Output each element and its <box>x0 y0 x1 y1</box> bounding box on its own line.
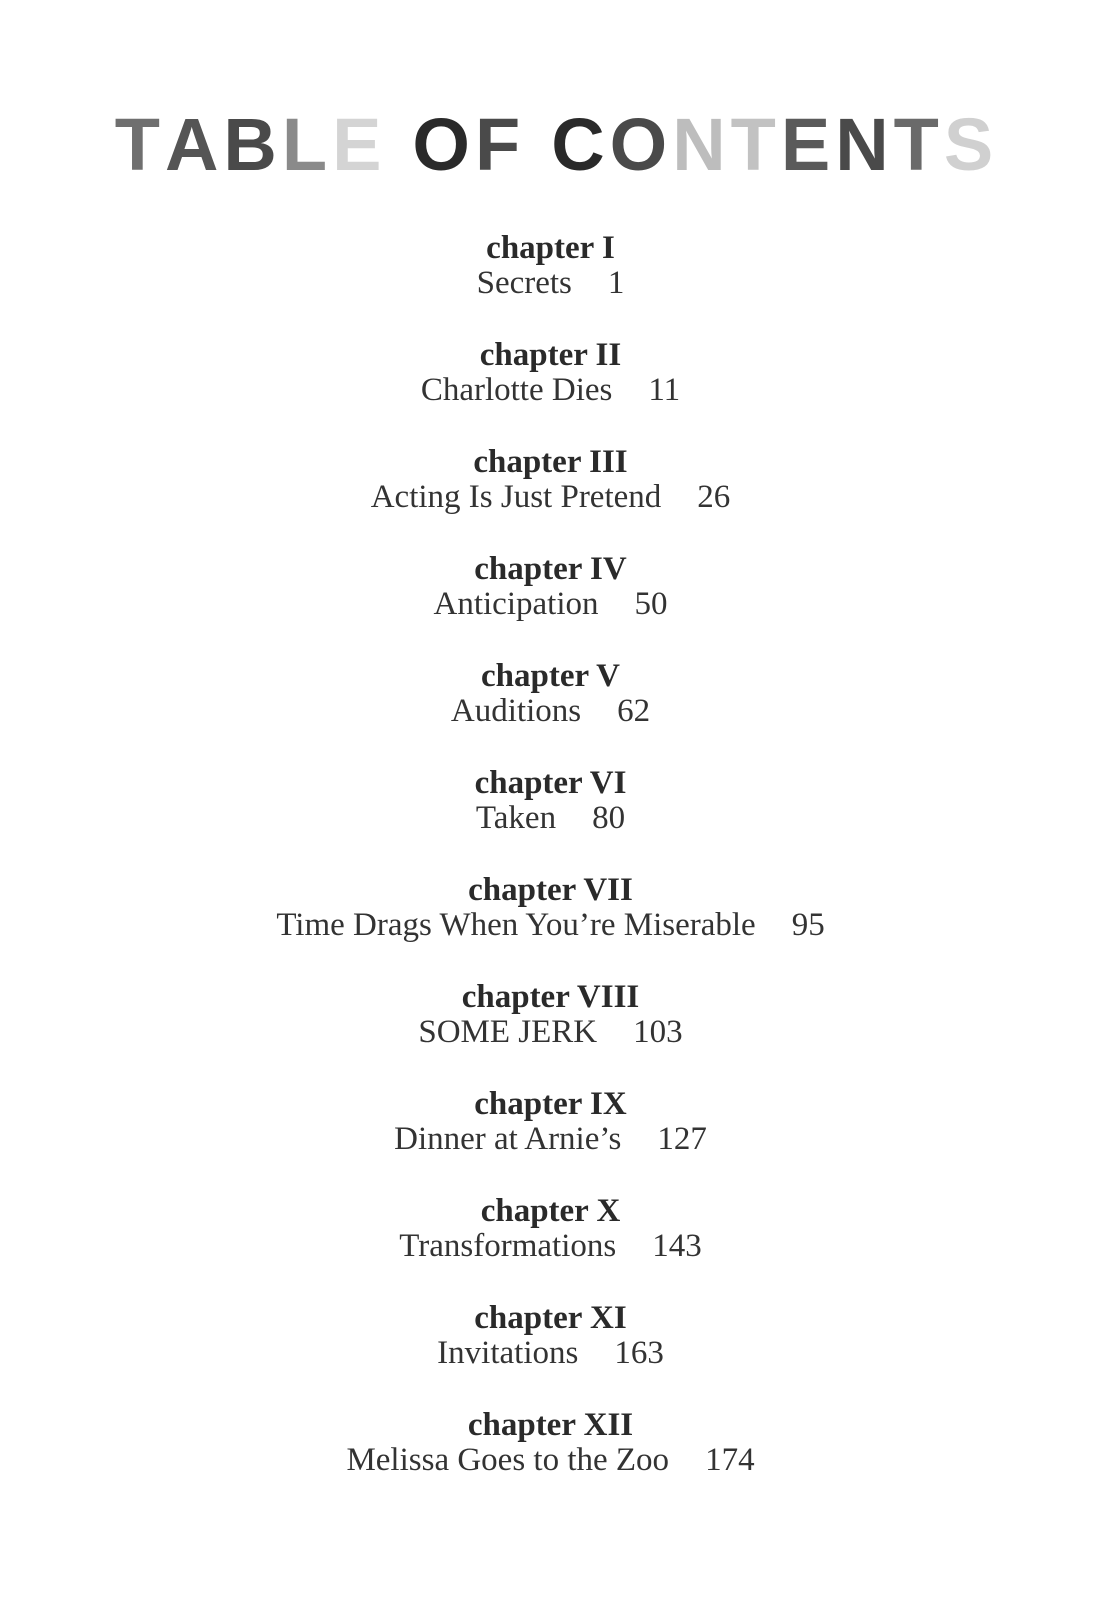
page-title <box>0 103 1101 186</box>
chapter-line <box>0 801 1101 835</box>
chapter-label: chapter IV <box>474 551 627 587</box>
chapter-page-number: 62 <box>617 693 651 729</box>
chapter-entry[interactable] <box>0 1086 1101 1193</box>
chapter-title: Taken <box>475 800 557 836</box>
chapter-label: chapter V <box>480 658 621 694</box>
chapter-page-number: 1 <box>607 265 625 301</box>
title-space <box>525 108 551 182</box>
chapter-entry[interactable] <box>0 1300 1101 1407</box>
chapter-line <box>0 694 1101 728</box>
title-letter: C <box>551 103 610 186</box>
title-letter: N <box>672 103 731 186</box>
chapter-label: chapter VII <box>468 872 633 908</box>
chapter-label: chapter XII <box>467 1407 634 1443</box>
chapter-label: chapter I <box>486 230 615 266</box>
chapter-page-number: 163 <box>614 1335 664 1371</box>
title-letter: O <box>412 103 475 186</box>
chapter-entry[interactable] <box>0 979 1101 1086</box>
chapter-page-number: 80 <box>592 800 626 836</box>
title-letter: E <box>332 103 387 186</box>
chapter-entry[interactable] <box>0 337 1101 444</box>
chapter-title: Charlotte Dies <box>420 372 613 408</box>
chapter-entry[interactable] <box>0 872 1101 979</box>
chapter-title: Auditions <box>450 693 582 729</box>
chapter-entry[interactable] <box>0 230 1101 337</box>
chapter-page-number: 127 <box>657 1121 707 1157</box>
title-letter: T <box>114 103 165 186</box>
chapter-page-number: 50 <box>634 586 668 622</box>
chapter-page-number: 11 <box>648 372 681 408</box>
chapter-label: chapter III <box>473 444 628 480</box>
chapter-page-number: 174 <box>705 1442 755 1478</box>
chapter-line <box>0 1336 1101 1370</box>
title-letter: E <box>780 103 836 186</box>
chapter-label: chapter II <box>479 337 622 373</box>
title-letter: L <box>281 103 333 186</box>
chapter-title: Invitations <box>437 1335 579 1371</box>
chapter-entry[interactable] <box>0 1193 1101 1300</box>
title-letter: T <box>730 103 781 186</box>
title-letter: T <box>893 103 944 186</box>
chapter-title: Anticipation <box>433 586 599 622</box>
chapter-entry[interactable] <box>0 444 1101 551</box>
chapter-page-number: 103 <box>633 1014 683 1050</box>
chapter-title: Secrets <box>476 265 572 301</box>
chapter-page-number: 95 <box>791 907 825 943</box>
chapter-line <box>0 587 1101 621</box>
chapter-line <box>0 266 1101 300</box>
chapter-page-number: 143 <box>652 1228 702 1264</box>
title-letter: S <box>943 103 999 186</box>
chapter-title: Transformations <box>399 1228 617 1264</box>
title-letter: N <box>835 103 894 186</box>
chapter-line <box>0 1443 1101 1477</box>
chapter-line <box>0 908 1101 942</box>
chapter-line <box>0 373 1101 407</box>
title-space <box>386 108 412 182</box>
title-letter: B <box>223 103 282 186</box>
chapter-title: Melissa Goes to the Zoo <box>346 1442 670 1478</box>
chapter-entry[interactable] <box>0 658 1101 765</box>
chapter-entry[interactable] <box>0 1407 1101 1514</box>
chapter-label: chapter VI <box>474 765 627 801</box>
chapter-label: chapter XI <box>474 1300 627 1336</box>
chapter-entry[interactable] <box>0 551 1101 658</box>
chapter-line <box>0 480 1101 514</box>
chapter-list <box>0 230 1101 1514</box>
chapter-title: Time Drags When You’re Miserable <box>276 907 756 943</box>
chapter-entry[interactable] <box>0 765 1101 872</box>
title-letter: A <box>164 103 224 186</box>
chapter-line <box>0 1122 1101 1156</box>
chapter-label: chapter X <box>480 1193 621 1229</box>
chapter-title: SOME JERK <box>418 1014 598 1050</box>
title-letter: F <box>474 103 526 186</box>
chapter-title: Dinner at Arnie’s <box>394 1121 622 1157</box>
chapter-title: Acting Is Just Pretend <box>370 479 662 515</box>
chapter-label: chapter VIII <box>461 979 640 1015</box>
chapter-page-number: 26 <box>697 479 731 515</box>
chapter-line <box>0 1015 1101 1049</box>
chapter-label: chapter IX <box>474 1086 627 1122</box>
title-letter: O <box>609 103 673 186</box>
chapter-line <box>0 1229 1101 1263</box>
